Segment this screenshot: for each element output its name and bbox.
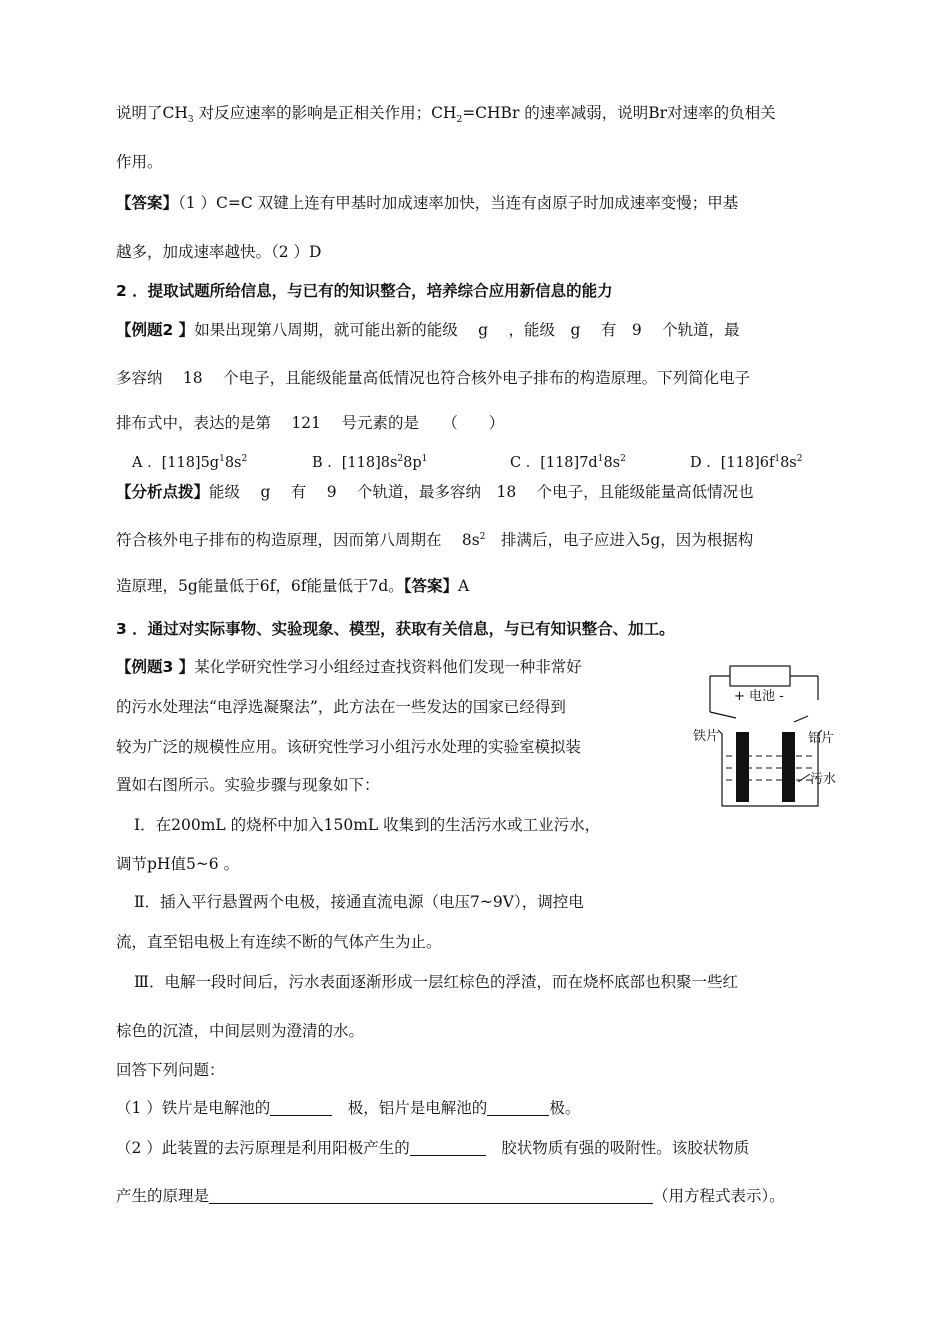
analysis-text: 造原理，5g能量低于6f，6f能量低于7d。 <box>116 577 404 595</box>
answer-value: A <box>458 577 470 595</box>
answer-label: 【答案】 <box>403 577 459 595</box>
battery-label: + 电池 - <box>734 689 784 704</box>
analysis-label: 【分析点拨】 <box>116 483 210 501</box>
text-span: 极，铝片是电解池的 <box>332 1099 488 1117</box>
option-b: B ．$[118]8s^28p^1$ <box>312 454 428 471</box>
example-line: 的污水处理法“电浮选凝聚法”，此方法在一些发达的国家已经得到 <box>116 698 566 716</box>
answer-blank[interactable] <box>410 1139 486 1156</box>
analysis-line <box>116 530 838 550</box>
aluminum-label: 铝片 <box>808 731 835 746</box>
aluminum-electrode <box>782 732 795 802</box>
example-text: 某化学研究性学习小组经过查找资料他们发现一种非常好 <box>194 658 582 676</box>
answer-text: （1 ）C=C 双键上连有甲基时加成速率加快，当连有卤原子时加成速率变慢；甲基 <box>178 194 739 212</box>
example-line <box>116 320 838 340</box>
option-d: D ．$[118]6f^18s^2$ <box>690 454 803 471</box>
step-line: 流，直至铝电极上有连续不断的气体产生为止。 <box>116 933 442 951</box>
text-span: 说明了CH <box>116 104 188 122</box>
answer-blank[interactable] <box>209 1187 653 1204</box>
wastewater-label: 污水 <box>810 772 837 787</box>
option-c: C ．$[118]7d^18s^2$ <box>510 454 626 471</box>
answer-blank[interactable] <box>487 1099 549 1116</box>
text-span: 符合核外电子排布的构造原理，因而第八周期在 8s <box>116 531 480 549</box>
option-a: A ．$[118]5g^18s^2$ <box>132 454 248 471</box>
text-span: 排满后，电子应进入5g，因为根据构 <box>485 531 754 549</box>
text-span: （1 ）铁片是电解池的 <box>116 1099 271 1117</box>
answer-label: 【答案】 <box>116 194 179 212</box>
answer-line <box>116 193 838 213</box>
iron-label: 铁片 <box>693 729 720 744</box>
electrolysis-diagram <box>690 660 840 812</box>
step-line: Ⅰ．在200mL 的烧杯中加入150mL 收集到的生活污水或工业污水， <box>134 816 601 834</box>
text-span: =CHBr 的速率减弱，说明Br对速率的负相关 <box>462 104 776 122</box>
iron-electrode <box>736 732 749 802</box>
paragraph-line: 作用。 <box>116 153 163 171</box>
example-line: 多容纳 18 个电子，且能级能量高低情况也符合核外电子排布的构造原理。下列简化电子 <box>116 369 751 387</box>
subscript: 2 <box>456 115 463 126</box>
text-span: 对反应速率的影响是正相关作用；CH <box>198 104 457 122</box>
pointer-line <box>798 774 810 782</box>
analysis-line <box>116 576 838 596</box>
answer-line: 越多，加成速率越快。（2 ）D <box>116 243 322 261</box>
analysis-text: 能级 g 有 9 个轨道，最多容纳 18 个电子，且能级能量高低情况也 <box>209 483 754 501</box>
subscript: 3 <box>187 115 194 126</box>
text-span: 胶状物质有强的吸附性。该胶状物质 <box>485 1139 750 1157</box>
example-line: 置如右图所示。实验步骤与现象如下： <box>116 776 380 794</box>
answer-blank[interactable] <box>270 1099 332 1116</box>
analysis-line <box>116 482 838 502</box>
example-line: 排布式中，表达的是第 121 号元素的是 （ ） <box>116 414 505 432</box>
example-label: 【例题3 】 <box>116 658 195 676</box>
paragraph-line <box>116 103 838 126</box>
example-text: 如果出现第八周期，就可能出新的能级 g ，能级 g 有 9 个轨道，最 <box>194 321 740 339</box>
example-line <box>116 657 656 677</box>
question-intro: 回答下列问题： <box>116 1061 225 1079</box>
step-line: Ⅱ．插入平行悬置两个电极，接通直流电源（电压7~9V），调控电 <box>134 893 584 911</box>
question-line <box>116 1138 838 1158</box>
text-span: （用方程式表示）。 <box>653 1187 785 1205</box>
step-line: 调节pH值5~6 。 <box>116 855 240 873</box>
section-heading: 2 ．提取试题所给信息，与已有的知识整合，培养综合应用新信息的能力 <box>116 282 613 300</box>
example-line: 较为广泛的规模性应用。该研究性学习小组污水处理的实验室模拟装 <box>116 738 582 756</box>
step-line: 棕色的沉渣，中间层则为澄清的水。 <box>116 1022 365 1040</box>
question-line <box>116 1186 838 1206</box>
text-span: （2 ）此装置的去污原理是利用阳极产生的 <box>116 1139 410 1157</box>
question-line <box>116 1098 838 1118</box>
example-label: 【例题2 】 <box>116 321 195 339</box>
battery-box <box>730 666 790 686</box>
section-heading: 3 ．通过对实际事物、实验现象、模型，获取有关信息，与已有知识整合、加工。 <box>116 620 675 638</box>
text-span: 产生的原理是 <box>116 1187 210 1205</box>
superscript: 2 <box>479 531 486 542</box>
text-span: 极。 <box>549 1099 581 1117</box>
step-line: Ⅲ．电解一段时间后，污水表面逐渐形成一层红棕色的浮渣，而在烧杯底部也积聚一些红 <box>134 973 738 991</box>
